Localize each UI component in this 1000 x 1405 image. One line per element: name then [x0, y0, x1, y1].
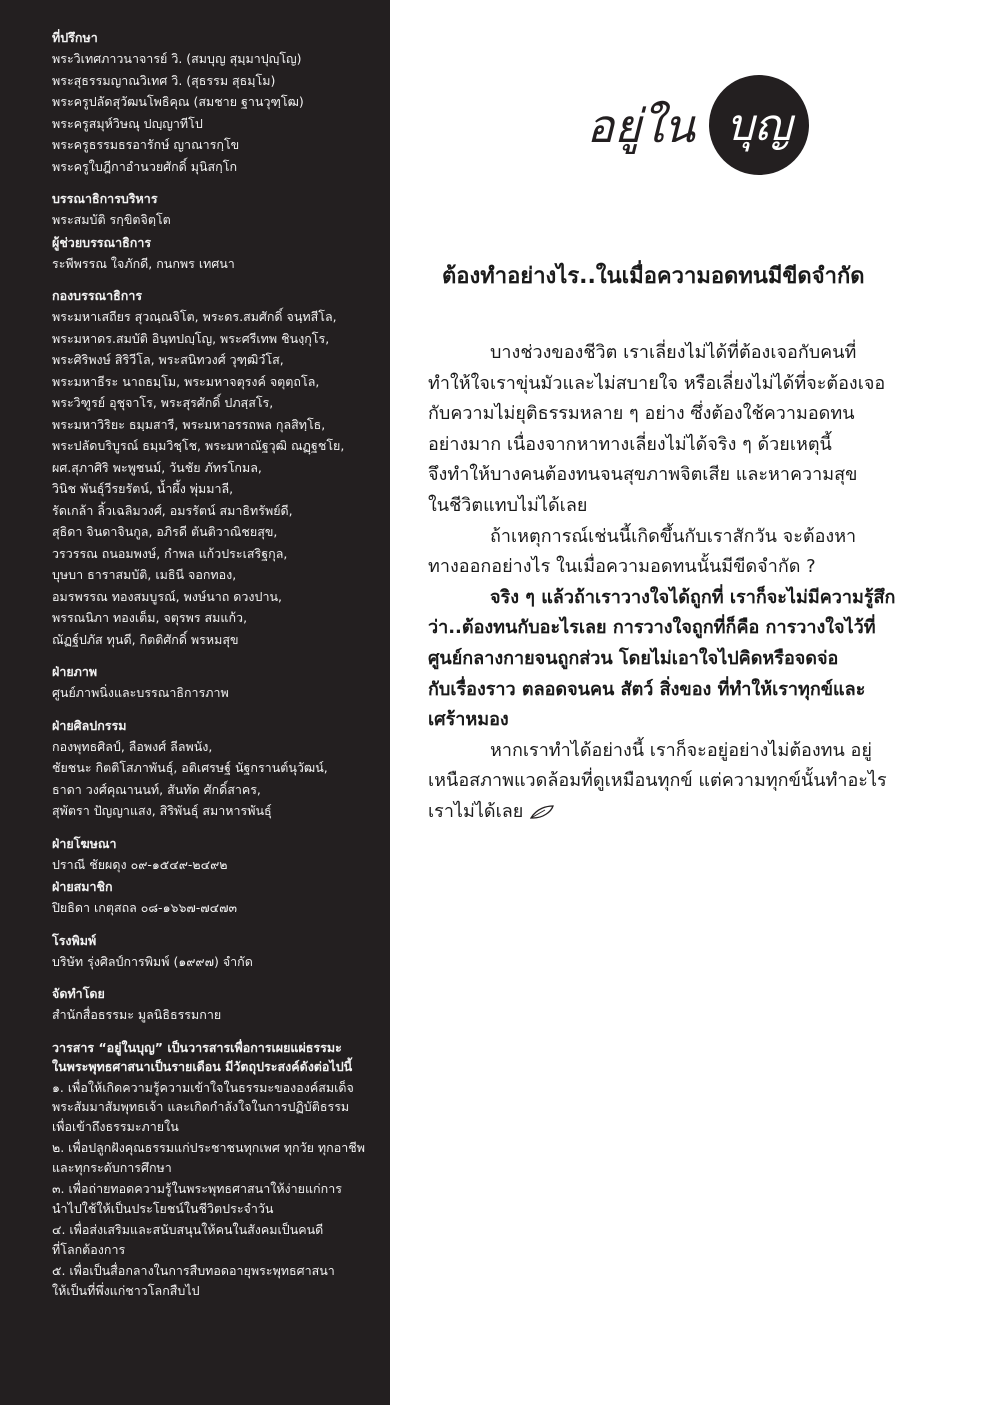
- credit-line: พระครูปลัดสุวัฒนโพธิคุณ (สมชาย ฐานวุฑฺโฒ): [52, 94, 304, 109]
- credit-line: รัดเกล้า ลิ้วเฉลิมวงศ์, อมรรัตน์ สมาธิทรัพย์ดี,: [52, 502, 293, 518]
- objective-item: [52, 1220, 370, 1259]
- credit-line: ผศ.สุภาศิริ พะพูชนม์, วันชัย ภัทรโกมล,: [52, 459, 262, 475]
- objective-item: [52, 1261, 370, 1300]
- objectives-title-line: ในพระพุทธศาสนาเป็นรายเดือน มีวัตถุประสงค์ดังต่อไปนี้: [52, 1058, 353, 1074]
- article-line: อย่างมาก เนื่องจากหาทางเลี่ยงไม่ได้จริง ๆ ด้วยเหตุนี้: [428, 433, 832, 455]
- credit-section-editorial: [52, 286, 370, 650]
- credit-section-title: กองบรรณาธิการ: [52, 288, 143, 303]
- credit-line: พระปลัดบริบูรณ์ ธมฺมวิชฺโช, พระมหาณัฐวุฒิ ณฏฺฐชโย,: [52, 438, 345, 453]
- credit-line: พระครูธรรมธรอารักษ์ ญาณารกฺโข: [52, 137, 240, 152]
- credit-section-printer: [52, 931, 370, 973]
- article-line: เศร้าหมอง: [428, 709, 509, 731]
- article-line: จึงทำให้บางคนต้องทนจนสุขภาพจิตเสีย และหาความสุข: [428, 464, 858, 486]
- credit-section-title: บรรณาธิการบริหาร: [52, 191, 158, 206]
- credit-section-exec-editor: [52, 189, 370, 231]
- credit-section-title: ฝ่ายสมาชิก: [52, 879, 113, 894]
- credit-line: ชัยชนะ กิตติโสภาพันธุ์, อติเศรษฐ์ นัฐกรานต์นุวัฒน์,: [52, 760, 328, 775]
- credit-section-title: ฝ่ายศิลปกรรม: [52, 717, 127, 733]
- credit-line: พระมหาธีระ นาถธมฺโม, พระมหาจตุรงค์ จตุตฺถโล,: [52, 373, 320, 389]
- article-line: จริง ๆ แล้วถ้าเราวางใจได้ถูกที่ เราก็จะไม่มีความรู้สึก: [490, 586, 896, 608]
- credits-list: [52, 28, 370, 1026]
- article-line: บางช่วงของชีวิต เราเลี่ยงไม่ได้ที่ต้องเจอกับคนที่: [490, 342, 857, 363]
- logo-text-right: บุญ: [726, 100, 792, 151]
- credit-line: สุพัตรา ปัญญาแสง, สิริพันธุ์ สมาหารพันธุ์: [52, 803, 272, 818]
- article-line: ในชีวิตแทบไม่ได้เลย: [428, 494, 588, 516]
- credit-line: วินิช พันธุ์วีรยรัตน์, น้ำผึ้ง พุ่มมาลี,: [52, 481, 234, 496]
- credit-line: สำนักสื่อธรรมะ มูลนิธิธรรมกาย: [52, 1007, 222, 1022]
- article-line: หากเราทำได้อย่างนี้ เราก็จะอยู่อย่างไม่ต้องทน อยู่: [490, 739, 872, 761]
- logo-text-left: อยู่ใน: [587, 99, 695, 153]
- article-line: เหนือสภาพแวดล้อมที่ดูเหมือนทุกข์ แต่ความทุกข์นั้นทำอะไร: [428, 770, 887, 792]
- credit-line: พระมหาเสถียร สุวณฺณจิโต, พระดร.สมศักดิ์ จนฺทสีโล,: [52, 309, 337, 324]
- magazine-logo: [587, 70, 847, 180]
- credit-line: สุธิดา จินดาจินกูล, อภิรดี ตันติวาณิชยสุข,: [52, 524, 278, 539]
- credits-sidebar: [0, 0, 390, 1405]
- credit-line: ศูนย์ภาพนิ่งและบรรณาธิการภาพ: [52, 685, 229, 700]
- objective-item: [52, 1078, 370, 1137]
- objective-line: และทุกระดับการศึกษา: [52, 1159, 172, 1175]
- credit-section-photo: [52, 662, 370, 704]
- credit-section-ads: [52, 834, 370, 876]
- credit-line: พระมหาดร.สมบัติ อินฺทปญฺโญ, พระศรีเทพ ชินงฺกุโร,: [52, 330, 330, 346]
- objective-item: [52, 1138, 370, 1177]
- objective-line: พระสัมมาสัมพุทธเจ้า และเกิดกำลังใจในการปฏิบัติธรรม: [52, 1099, 350, 1114]
- article-title: ต้องทำอย่างไร..ในเมื่อความอดทนมีขีดจำกัด: [442, 264, 865, 289]
- objective-line: ๔. เพื่อส่งเสริมและสนับสนุนให้คนในสังคมเป็นคนดี: [52, 1222, 324, 1237]
- credit-line: บริษัท รุ่งศิลป์การพิมพ์ (๑๙๙๗) จำกัด: [52, 953, 253, 969]
- objective-item: [52, 1179, 370, 1218]
- article-line: กับความไม่ยุติธรรมหลาย ๆ อย่าง ซึ่งต้องใช้ความอดทน: [428, 403, 855, 425]
- credit-line: พระวิฑูรย์ อุชุจาโร, พระสุรศักดิ์ ปภสฺสโร,: [52, 395, 274, 410]
- credit-section-title: ผู้ช่วยบรรณาธิการ: [52, 234, 152, 250]
- article-paragraph: [428, 522, 973, 583]
- credit-section-title: ฝ่ายโฆษณา: [52, 835, 117, 851]
- credit-section-advisors: [52, 28, 370, 177]
- objectives-title-line: วารสาร “อยู่ในบุญ” เป็นวารสารเพื่อการเผยแผ่ธรรมะ: [52, 1039, 342, 1055]
- objective-line: ๒. เพื่อปลูกฝังคุณธรรมแก่ประชาชนทุกเพศ ทุกวัย ทุกอาชีพ: [52, 1140, 365, 1155]
- article-line: ถ้าเหตุการณ์เช่นนี้เกิดขึ้นกับเราสักวัน จะต้องหา: [490, 525, 857, 547]
- objectives-block: [52, 1038, 370, 1301]
- objective-line: ให้เป็นที่พึ่งแก่ชาวโลกสืบไป: [52, 1282, 200, 1298]
- objective-line: ๑. เพื่อให้เกิดความรู้ความเข้าใจในธรรมะขององค์สมเด็จ: [52, 1079, 354, 1095]
- credit-line: ปิยธิดา เกตุสถล ๐๘-๑๖๖๗-๗๔๗๓: [52, 900, 238, 915]
- credit-line: พระวิเทศภาวนาจารย์ วิ. (สมบุญ สุมฺมาปุญฺโญ): [52, 51, 302, 66]
- credit-section-producer: [52, 984, 370, 1026]
- credit-section-title: ที่ปรึกษา: [52, 30, 98, 45]
- credit-line: ปราณี ชัยผดุง ๐๙-๑๕๔๙-๒๔๙๒: [52, 856, 228, 872]
- objective-line: ๕. เพื่อเป็นสื่อกลางในการสืบทอดอายุพระพุทธศาสนา: [52, 1263, 335, 1278]
- credit-line: พระศิริพงษ์ สิริวีโล, พระสนิทวงศ์ วุฑฺฒิวํโส,: [52, 352, 284, 367]
- objective-line: ที่โลกต้องการ: [52, 1241, 126, 1257]
- objective-line: เพื่อเข้าถึงธรรมะภายใน: [52, 1118, 179, 1134]
- article-area: [390, 0, 1000, 1405]
- credit-section-members: [52, 877, 370, 919]
- article-line: ว่า..ต้องทนกับอะไรเลย การวางใจถูกที่ก็คือ การวางใจไว้ที่: [428, 617, 876, 639]
- article-paragraph: [428, 338, 973, 522]
- article-line: เราไม่ได้เลย: [428, 797, 973, 828]
- credit-line: พระครูสมุห์วิษณุ ปญฺญาทีโป: [52, 115, 203, 131]
- credit-section-asst-editor: [52, 233, 370, 275]
- article-body: [428, 338, 973, 828]
- objective-line: ๓. เพื่อถ่ายทอดความรู้ในพระพุทธศาสนาให้ง่ายแก่การ: [52, 1181, 342, 1196]
- article-line: ศูนย์กลางกายจนถูกส่วน โดยไม่เอาใจไปคิดหรือจดจ่อ: [428, 647, 839, 669]
- credit-line: ธาดา วงศ์คุณานนท์, สันทัด ศักดิ์สาคร,: [52, 781, 261, 797]
- leaf-end-icon: [529, 804, 555, 820]
- credit-section-title: ฝ่ายภาพ: [52, 664, 98, 679]
- credit-line: ระพีพรรณ ใจภักดี, กนกพร เทศนา: [52, 255, 235, 271]
- credit-section-title: โรงพิมพ์: [52, 932, 97, 948]
- credit-line: พรรณนิภา ทองเต็ม, จตุรพร สมแก้ว,: [52, 610, 248, 625]
- credit-line: ณัฏฐ์ปภัส ทุนดี, กิตติศักดิ์ พรหมสุข: [52, 631, 239, 647]
- credit-line: อมรพรรณ ทองสมบูรณ์, พงษ์นาถ ดวงปาน,: [52, 588, 283, 604]
- article-line: กับเรื่องราว ตลอดจนคน สัตว์ สิ่งของ ที่ทำให้เราทุกข์และ: [428, 678, 866, 700]
- credit-line: พระสุธรรมญาณวิเทศ วิ. (สุธรรม สุธมฺโม): [52, 72, 276, 88]
- article-line: ทำให้ใจเราขุ่นมัวและไม่สบายใจ หรือเลี่ยงไม่ได้ที่จะต้องเจอ: [428, 372, 886, 394]
- credit-section-art: [52, 716, 370, 822]
- credit-line: พระสมบัติ รกฺขิตจิตฺโต: [52, 212, 171, 227]
- credit-section-title: จัดทำโดย: [52, 986, 105, 1001]
- credit-line: พระครูใบฎีกาอำนวยศักดิ์ มุนิสกฺโก: [52, 158, 238, 174]
- credit-line: บุษบา ธาราสมบัติ, เมธินี จอกทอง,: [52, 567, 237, 582]
- article-paragraph: [428, 583, 973, 736]
- article-line: ทางออกอย่างไร ในเมื่อความอดทนนั้นมีขีดจำกัด ?: [428, 556, 816, 578]
- credit-line: พระมหาวิริยะ ธมฺมสารี, พระมหาอรรถพล กุลสิทฺโธ,: [52, 416, 326, 432]
- credit-line: วรวรรณ ถนอมพงษ์, กำพล แก้วประเสริฐกุล,: [52, 545, 288, 561]
- credit-line: กองพุทธศิลป์, ลือพงศ์ ลีลพนัง,: [52, 738, 213, 754]
- article-paragraph: [428, 736, 973, 828]
- objective-line: นำไปใช้ให้เป็นประโยชน์ในชีวิตประจำวัน: [52, 1200, 274, 1216]
